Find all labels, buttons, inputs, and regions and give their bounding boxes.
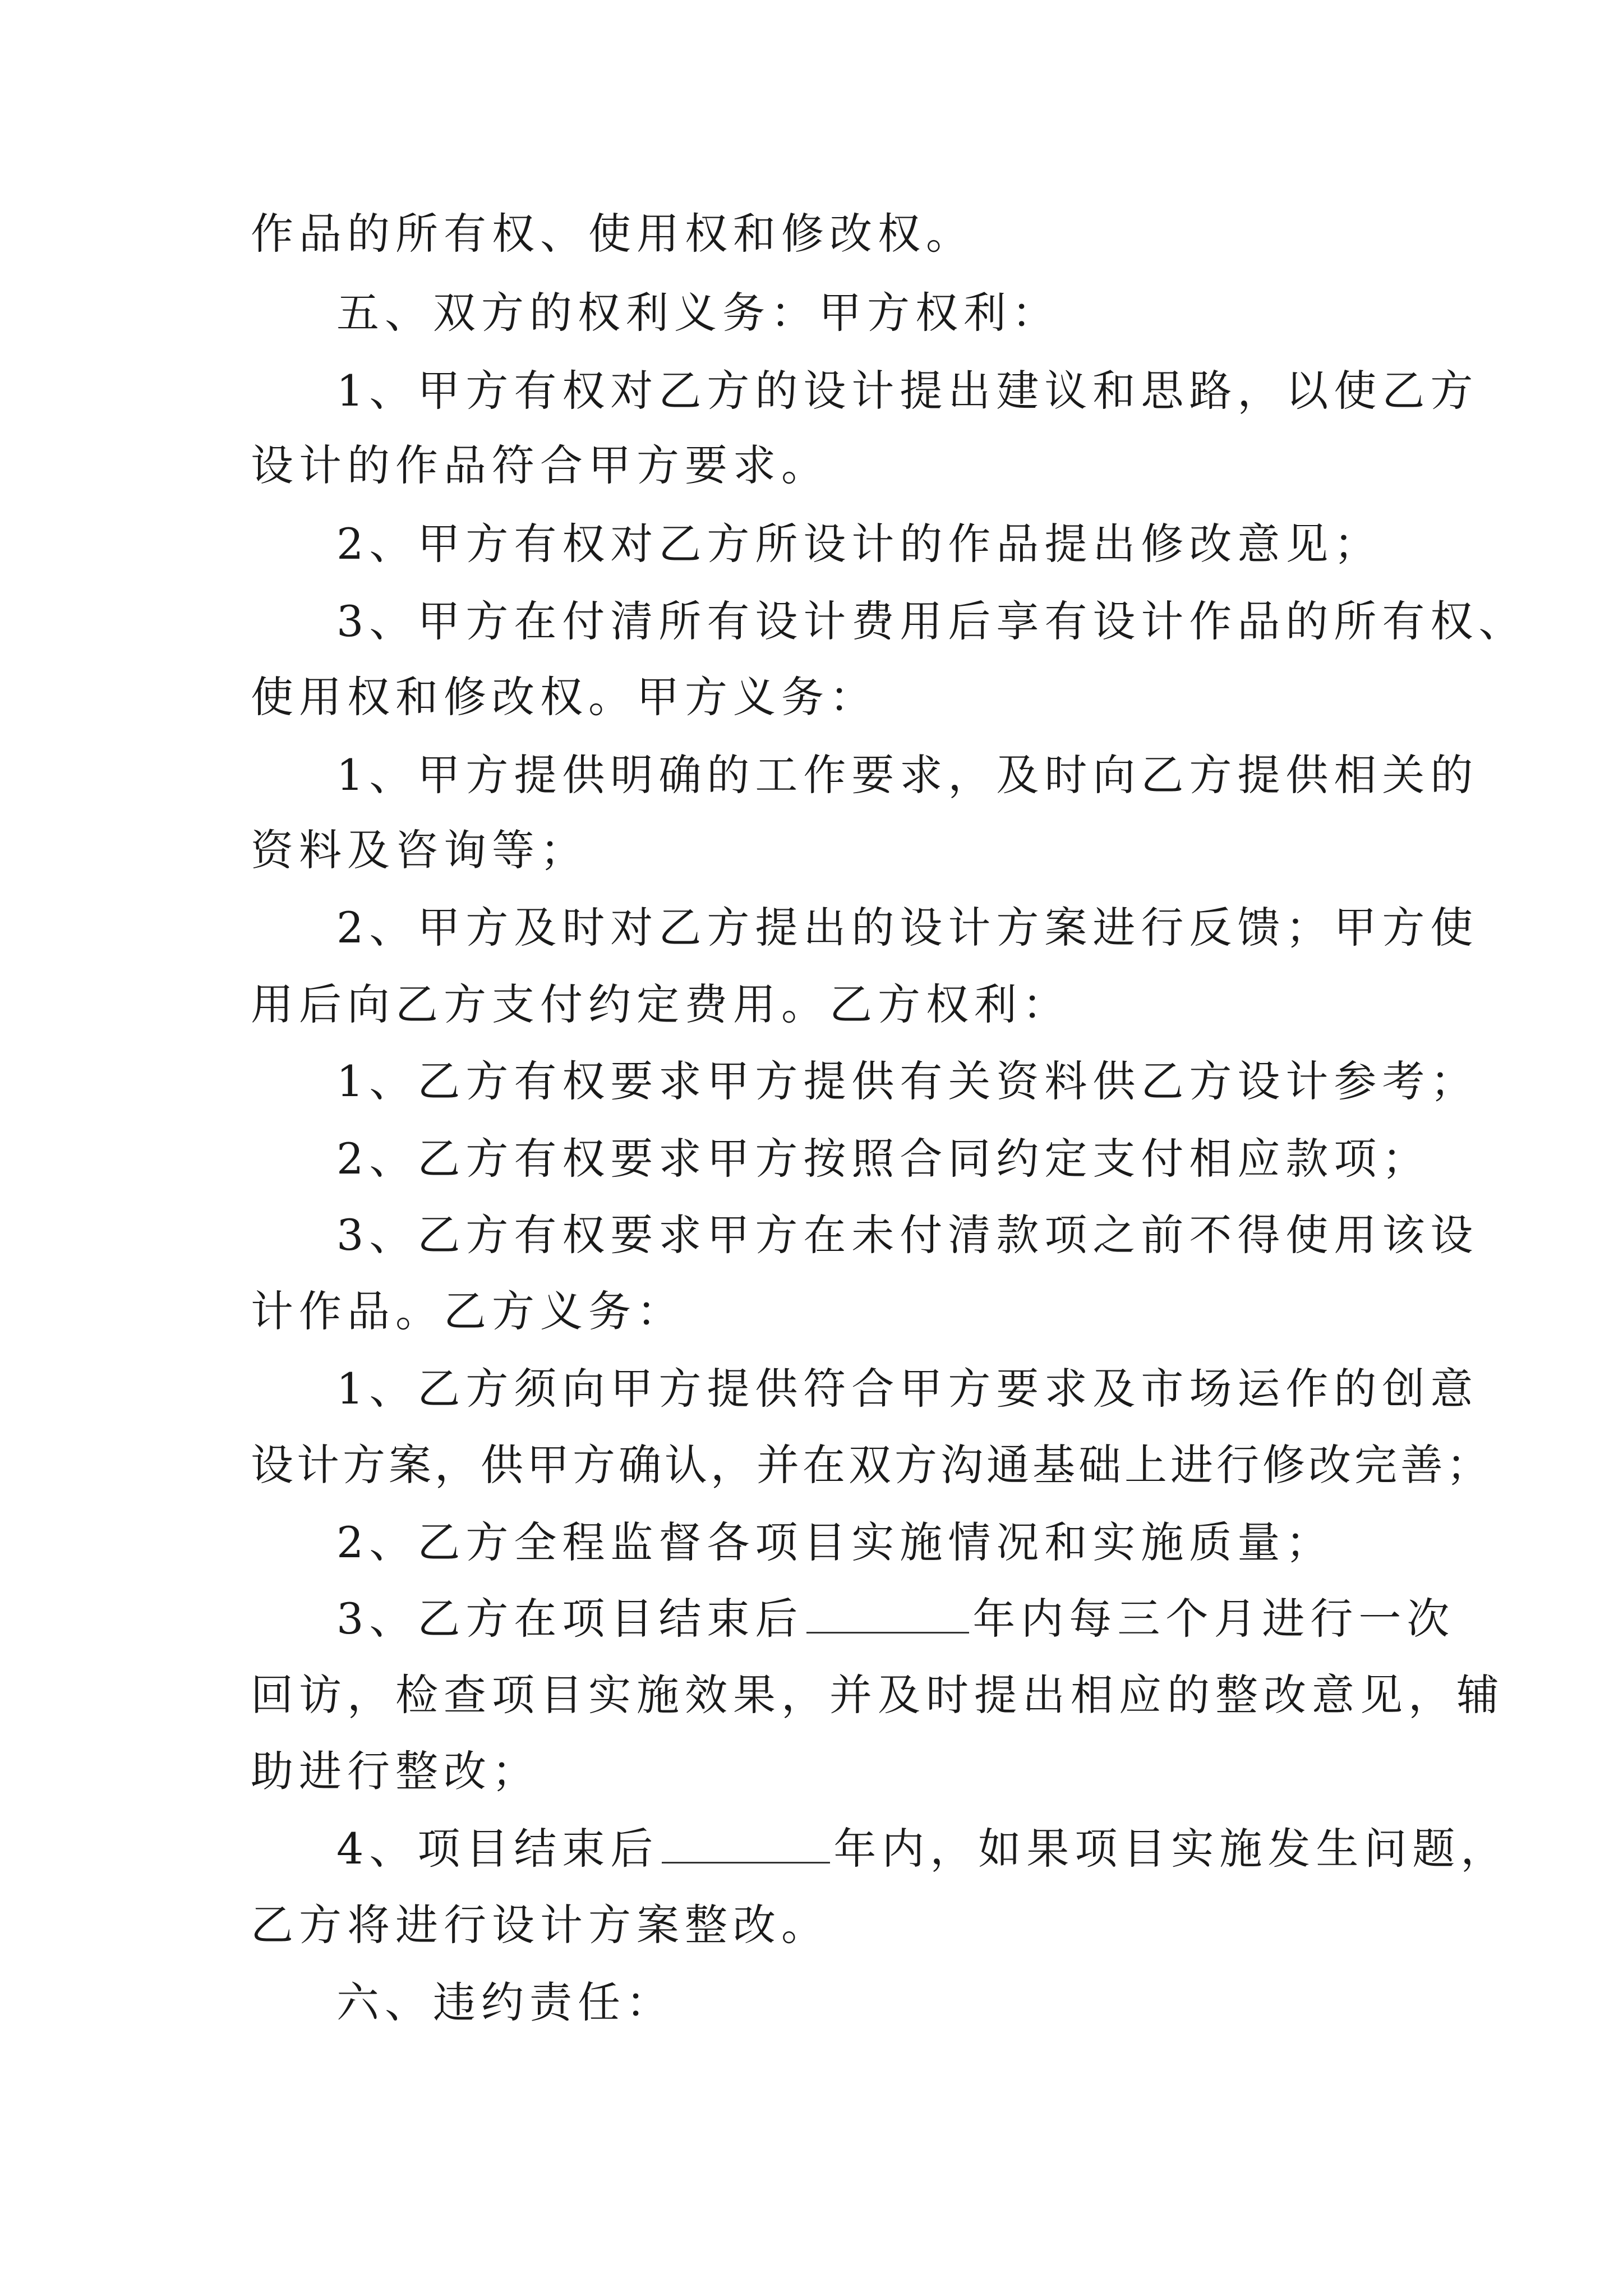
text-line: 回访，检查项目实施效果，并及时提出相应的整改意见，辅 [251,1670,1505,1720]
text-line: 2、乙方全程监督各项目实施情况和实施质量； [336,1517,1334,1567]
text-line: 3、甲方在付清所有设计费用后享有设计作品的所有权、 [336,596,1527,646]
text-line: 助进行整改； [251,1746,540,1796]
text-line: 2、甲方及时对乙方提出的设计方案进行反馈；甲方使 [336,903,1479,953]
text-line: 设计的作品符合甲方要求。 [251,440,829,490]
text-line: 1、甲方有权对乙方的设计提出建议和思路，以使乙方 [336,366,1479,416]
text-line: 作品的所有权、使用权和修改权。 [251,209,974,259]
text-line: 设计方案，供甲方确认，并在双方沟通基础上进行修改完善； [251,1440,1492,1490]
text-line: 1、甲方提供明确的工作要求，及时向乙方提供相关的 [336,750,1479,800]
text-line [336,1821,1509,1877]
text-segment: 4、项目结束后 [336,1824,659,1874]
text-line: 计作品。乙方义务： [251,1286,685,1336]
fill-in-blank [806,1596,969,1634]
section-heading: 六、违约责任： [336,1977,674,2027]
text-line: 1、乙方须向甲方提供符合甲方要求及市场运作的创意 [336,1364,1479,1414]
text-line: 资料及咨询等； [251,825,588,875]
text-line: 乙方将进行设计方案整改。 [251,1900,829,1950]
text-segment: 年内，如果项目实施发生问题， [833,1824,1509,1874]
text-segment: 年内每三个月进行一次 [972,1594,1455,1644]
section-heading: 五、双方的权利义务：甲方权利： [336,288,1060,338]
text-line: 用后向乙方支付约定费用。乙方权利： [251,979,1071,1029]
text-line: 使用权和修改权。甲方义务： [251,672,878,722]
text-line: 3、乙方有权要求甲方在未付清款项之前不得使用该设 [336,1210,1479,1260]
text-line: 1、乙方有权要求甲方提供有关资料供乙方设计参考； [336,1056,1479,1106]
text-line: 2、乙方有权要求甲方按照合同约定支付相应款项； [336,1134,1431,1184]
text-segment: 3、乙方在项目结束后 [336,1594,804,1644]
text-line: 2、甲方有权对乙方所设计的作品提出修改意见； [336,519,1382,569]
fill-in-blank [662,1826,830,1864]
text-line [336,1591,1455,1647]
